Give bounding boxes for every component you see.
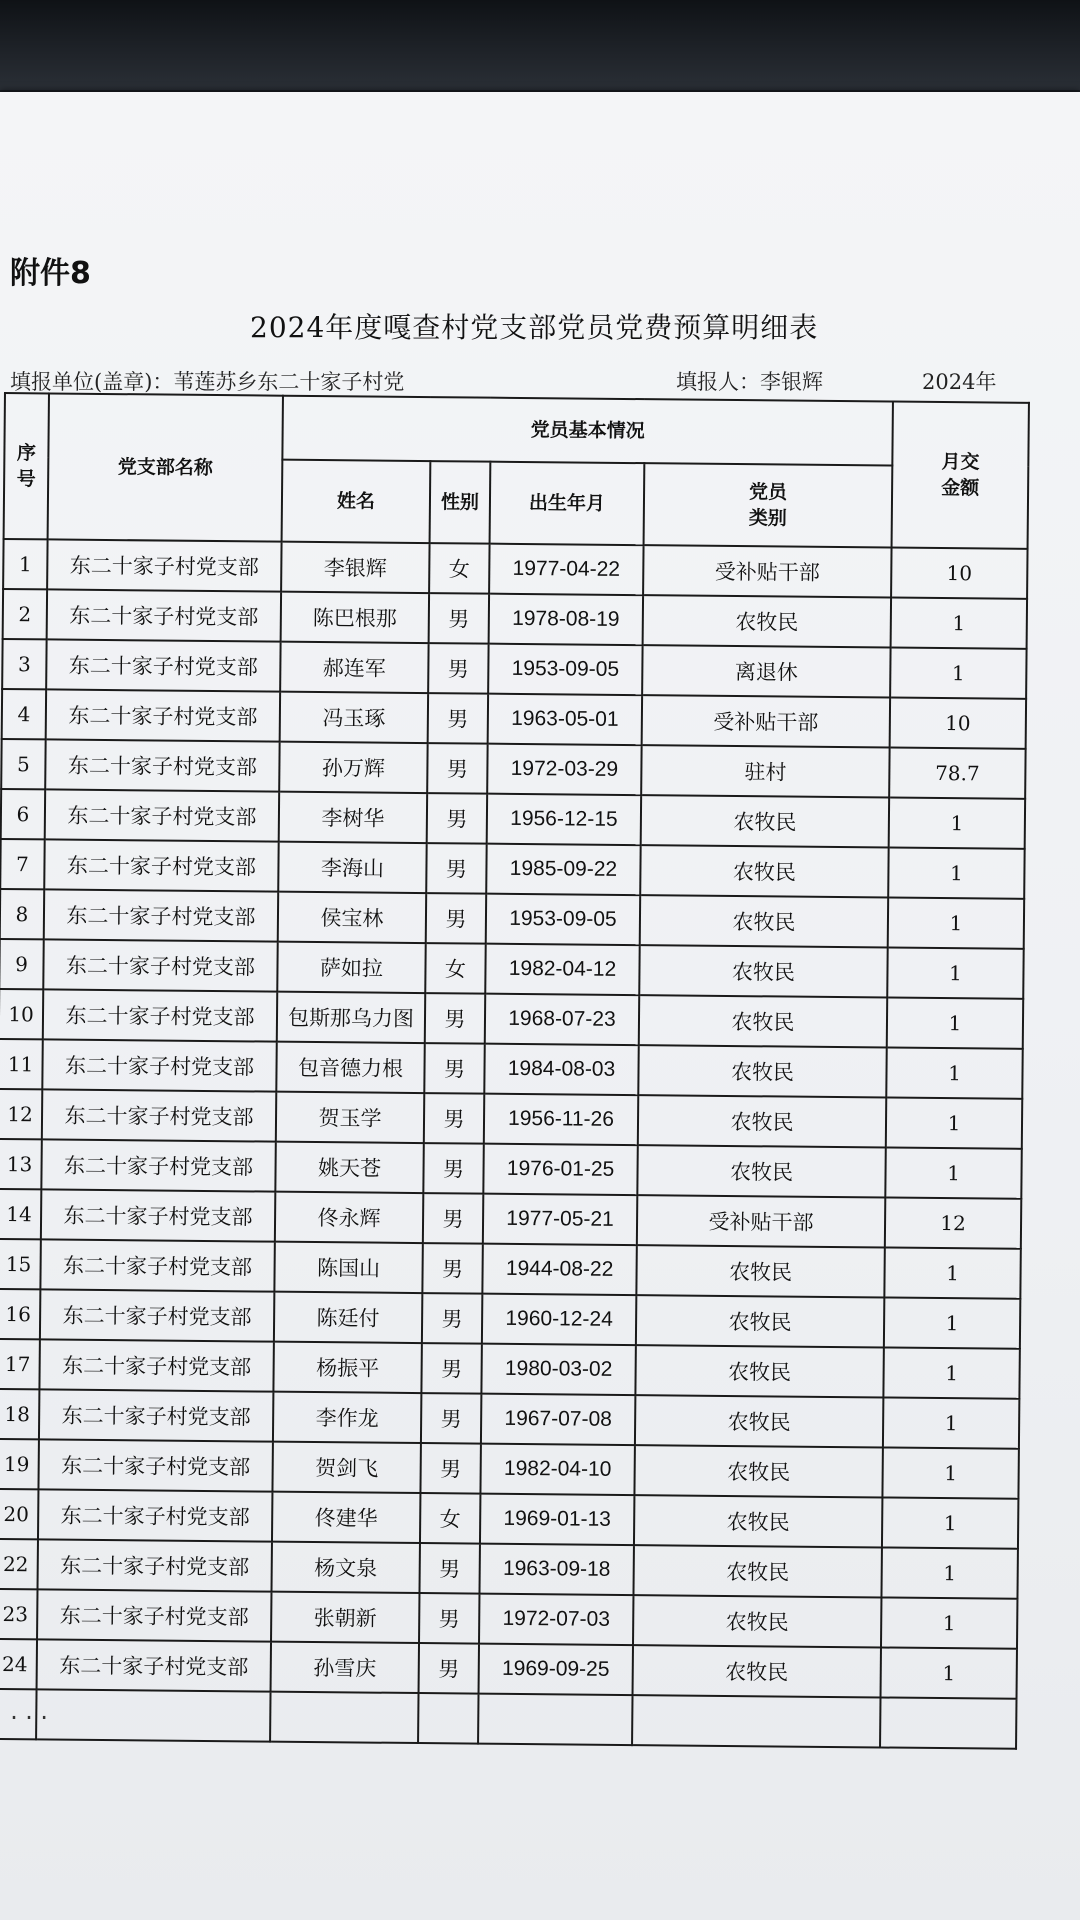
cell-sex: 男 — [425, 993, 485, 1044]
empty-cell — [36, 1689, 270, 1741]
cell-amount: 10 — [890, 698, 1026, 749]
cell-name: 孙雪庆 — [271, 1642, 419, 1693]
cell-dob: 1978-08-19 — [489, 594, 643, 645]
continuation-mark: ... — [8, 1700, 54, 1724]
cell-branch: 东二十家子村党支部 — [38, 1439, 272, 1491]
cell-sex: 男 — [419, 1543, 479, 1594]
cell-category: 农牧民 — [634, 1445, 882, 1497]
cell-branch: 东二十家子村党支部 — [47, 589, 281, 641]
cell-amount: 1 — [886, 1048, 1022, 1099]
cell-sex: 男 — [426, 843, 486, 894]
cell-amount: 1 — [883, 1347, 1019, 1398]
cell-amount: 1 — [882, 1497, 1018, 1548]
cell-branch: 东二十家子村党支部 — [47, 539, 281, 591]
cell-amount: 1 — [889, 798, 1025, 849]
cell-amount: 1 — [884, 1247, 1020, 1298]
table-body — [0, 539, 1028, 1749]
cell-seq: 23 — [0, 1589, 38, 1639]
cell-category: 受补贴干部 — [643, 545, 891, 597]
cell-dob: 1985-09-22 — [486, 844, 640, 895]
cell-dob: 1953-09-05 — [486, 894, 640, 945]
cell-seq: 14 — [0, 1189, 41, 1239]
budget-table-sheet — [0, 392, 1028, 1750]
cell-dob: 1969-09-25 — [479, 1644, 633, 1695]
cell-category: 农牧民 — [636, 1245, 884, 1297]
cell-name: 李作龙 — [273, 1392, 421, 1443]
cell-category: 农牧民 — [640, 845, 888, 897]
cell-amount: 1 — [886, 1098, 1022, 1149]
stacked-label: 序 号 — [16, 442, 37, 491]
cell-sex: 男 — [419, 1593, 479, 1644]
cell-category: 农牧民 — [641, 795, 889, 847]
cell-dob: 1972-03-29 — [487, 744, 641, 795]
cell-dob: 1977-05-21 — [483, 1194, 637, 1245]
cell-dob: 1984-08-03 — [484, 1044, 638, 1095]
cell-branch: 东二十家子村党支部 — [46, 639, 280, 691]
cell-sex: 男 — [424, 1093, 484, 1144]
cell-dob: 1972-07-03 — [479, 1594, 633, 1645]
cell-category: 受补贴干部 — [642, 695, 890, 747]
cell-name: 包斯那乌力图 — [277, 992, 425, 1043]
cell-seq: 8 — [0, 889, 44, 939]
header-name: 姓名 — [282, 460, 431, 543]
dues-budget-table — [0, 392, 1030, 1750]
cell-amount: 1 — [891, 598, 1027, 649]
cell-category: 农牧民 — [636, 1295, 884, 1347]
cell-dob: 1977-04-22 — [489, 544, 643, 595]
report-year: 2024年 — [922, 370, 997, 394]
cell-name: 张朝新 — [271, 1592, 419, 1643]
cell-sex: 男 — [428, 643, 488, 694]
cell-branch: 东二十家子村党支部 — [41, 1139, 275, 1191]
cell-amount: 1 — [883, 1397, 1019, 1448]
cell-category: 农牧民 — [640, 895, 888, 947]
cell-branch: 东二十家子村党支部 — [40, 1289, 274, 1341]
cell-branch: 东二十家子村党支部 — [39, 1339, 273, 1391]
cell-category: 农牧民 — [643, 595, 891, 647]
cell-amount: 1 — [885, 1147, 1021, 1198]
cell-sex: 男 — [424, 1043, 484, 1094]
cell-category: 离退休 — [642, 645, 890, 697]
cell-branch: 东二十家子村党支部 — [38, 1489, 272, 1541]
cell-branch: 东二十家子村党支部 — [45, 739, 279, 791]
cell-branch: 东二十家子村党支部 — [41, 1189, 275, 1241]
cell-seq: 13 — [0, 1139, 42, 1189]
cell-sex: 男 — [419, 1643, 479, 1694]
cell-sex: 男 — [429, 593, 489, 644]
header-sex: 性别 — [430, 461, 491, 544]
cell-name: 李银辉 — [281, 542, 429, 593]
cell-seq: 6 — [1, 789, 45, 839]
cell-dob: 1982-04-10 — [480, 1444, 634, 1495]
header-dob: 出生年月 — [490, 462, 645, 545]
cell-name: 侯宝林 — [278, 892, 426, 943]
cell-dob: 1980-03-02 — [481, 1344, 635, 1395]
cell-branch: 东二十家子村党支部 — [38, 1539, 272, 1591]
cell-amount: 78.7 — [889, 748, 1025, 799]
cell-amount: 1 — [881, 1547, 1017, 1598]
cell-name: 陈巴根那 — [281, 592, 429, 643]
empty-cell — [632, 1695, 880, 1747]
cell-seq: 20 — [0, 1489, 38, 1539]
cell-sex: 男 — [427, 793, 487, 844]
cell-amount: 1 — [882, 1447, 1018, 1498]
cell-branch: 东二十家子村党支部 — [45, 789, 279, 841]
cell-seq: 2 — [3, 589, 47, 639]
cell-name: 冯玉琢 — [280, 692, 428, 743]
cell-dob: 1953-09-05 — [488, 644, 642, 695]
header-basic-info: 党员基本情况 — [282, 396, 893, 466]
cell-seq: 12 — [0, 1089, 42, 1139]
cell-seq: 24 — [0, 1639, 37, 1689]
cell-seq: 16 — [0, 1289, 40, 1339]
cell-dob: 1944-08-22 — [482, 1244, 636, 1295]
cell-dob: 1963-05-01 — [488, 694, 642, 745]
cell-branch: 东二十家子村党支部 — [37, 1589, 271, 1641]
cell-category: 农牧民 — [633, 1595, 881, 1647]
cell-amount: 10 — [891, 548, 1027, 599]
cell-sex: 男 — [423, 1193, 483, 1244]
filler-name: 填报人：李银辉 — [676, 370, 823, 394]
stacked-label: 党员 类别 — [748, 481, 788, 530]
cell-category: 农牧民 — [635, 1345, 883, 1397]
header-branch: 党支部名称 — [48, 393, 283, 541]
cell-amount: 12 — [885, 1197, 1021, 1248]
cell-name: 孙万辉 — [279, 742, 427, 793]
cell-sex: 女 — [429, 543, 489, 594]
document-title: 2024年度嘎查村党支部党员党费预算明细表 — [250, 311, 819, 344]
cell-seq: 11 — [0, 1039, 43, 1089]
cell-seq: 5 — [1, 739, 45, 789]
cell-amount: 1 — [888, 848, 1024, 899]
cell-category: 农牧民 — [639, 945, 887, 997]
cell-branch: 东二十家子村党支部 — [42, 1039, 276, 1091]
cell-amount: 1 — [887, 998, 1023, 1049]
empty-cell — [270, 1692, 418, 1743]
cell-dob: 1960-12-24 — [482, 1294, 636, 1345]
cell-category: 农牧民 — [639, 995, 887, 1047]
cell-category: 农牧民 — [633, 1645, 881, 1697]
cell-seq: 3 — [2, 639, 46, 689]
dark-background — [0, 0, 1080, 90]
cell-seq: 15 — [0, 1239, 41, 1289]
cell-name: 郝连军 — [280, 642, 428, 693]
cell-sex: 女 — [425, 943, 485, 994]
cell-name: 贺剑飞 — [272, 1442, 420, 1493]
header-amount — [892, 402, 1029, 549]
cell-branch: 东二十家子村党支部 — [40, 1239, 274, 1291]
empty-cell — [418, 1693, 478, 1744]
cell-seq: 9 — [0, 939, 44, 989]
cell-sex: 女 — [420, 1493, 480, 1544]
cell-name: 李海山 — [278, 842, 426, 893]
cell-dob: 1956-11-26 — [484, 1094, 638, 1145]
cell-amount: 1 — [881, 1597, 1017, 1648]
cell-name: 萨如拉 — [277, 942, 425, 993]
reporting-unit: 填报单位(盖章)：苇莲苏乡东二十家子村党 — [10, 370, 405, 394]
cell-seq: 7 — [0, 839, 44, 889]
cell-category: 农牧民 — [637, 1145, 885, 1197]
cell-name: 杨文泉 — [271, 1542, 419, 1593]
cell-branch: 东二十家子村党支部 — [44, 839, 278, 891]
cell-sex: 男 — [426, 893, 486, 944]
header-category — [644, 463, 893, 547]
cell-dob: 1963-09-18 — [479, 1544, 633, 1595]
cell-dob: 1969-01-13 — [480, 1494, 634, 1545]
cell-sex: 男 — [423, 1143, 483, 1194]
empty-row — [0, 1689, 1017, 1749]
empty-cell — [880, 1697, 1016, 1748]
cell-category: 农牧民 — [633, 1545, 881, 1597]
cell-sex: 男 — [421, 1393, 481, 1444]
cell-amount: 1 — [888, 898, 1024, 949]
cell-sex: 男 — [422, 1243, 482, 1294]
cell-amount: 1 — [884, 1297, 1020, 1348]
cell-dob: 1967-07-08 — [481, 1394, 635, 1445]
cell-sex: 男 — [421, 1343, 481, 1394]
cell-amount: 1 — [887, 948, 1023, 999]
stacked-label: 月交 金额 — [941, 451, 980, 500]
cell-sex: 男 — [428, 693, 488, 744]
cell-sex: 男 — [427, 743, 487, 794]
cell-seq: 4 — [2, 689, 46, 739]
cell-category: 农牧民 — [638, 1045, 886, 1097]
cell-category: 农牧民 — [635, 1395, 883, 1447]
cell-seq: 10 — [0, 989, 43, 1039]
cell-name: 陈国山 — [274, 1242, 422, 1293]
cell-sex: 男 — [420, 1443, 480, 1494]
cell-dob: 1968-07-23 — [485, 994, 639, 1045]
cell-name: 杨振平 — [273, 1342, 421, 1393]
cell-dob: 1982-04-12 — [485, 944, 639, 995]
cell-name: 贺玉学 — [276, 1092, 424, 1143]
cell-category: 农牧民 — [634, 1495, 882, 1547]
cell-name: 李树华 — [279, 792, 427, 843]
header-seq — [4, 393, 49, 539]
cell-branch: 东二十家子村党支部 — [39, 1389, 273, 1441]
cell-name: 姚天苍 — [275, 1142, 423, 1193]
cell-seq: 18 — [0, 1389, 39, 1439]
cell-branch: 东二十家子村党支部 — [42, 1089, 276, 1141]
cell-name: 包音德力根 — [276, 1042, 424, 1093]
attachment-label: 附件8 — [10, 256, 91, 291]
cell-branch: 东二十家子村党支部 — [46, 689, 280, 741]
cell-seq: 22 — [0, 1539, 38, 1589]
cell-dob: 1976-01-25 — [483, 1144, 637, 1195]
cell-name: 佟永辉 — [275, 1192, 423, 1243]
cell-category: 农牧民 — [638, 1095, 886, 1147]
cell-seq: 17 — [0, 1339, 40, 1389]
cell-category: 驻村 — [641, 745, 889, 797]
cell-branch: 东二十家子村党支部 — [43, 939, 277, 991]
cell-branch: 东二十家子村党支部 — [37, 1639, 271, 1691]
cell-sex: 男 — [422, 1293, 482, 1344]
cell-category: 受补贴干部 — [637, 1195, 885, 1247]
cell-branch: 东二十家子村党支部 — [44, 889, 278, 941]
cell-dob: 1956-12-15 — [487, 794, 641, 845]
empty-cell — [478, 1694, 632, 1745]
cell-name: 佟建华 — [272, 1492, 420, 1543]
cell-branch: 东二十家子村党支部 — [43, 989, 277, 1041]
cell-amount: 1 — [890, 648, 1026, 699]
cell-seq: 19 — [0, 1439, 39, 1489]
cell-amount: 1 — [881, 1647, 1017, 1698]
cell-seq: 1 — [3, 539, 47, 589]
cell-name: 陈廷付 — [274, 1292, 422, 1343]
